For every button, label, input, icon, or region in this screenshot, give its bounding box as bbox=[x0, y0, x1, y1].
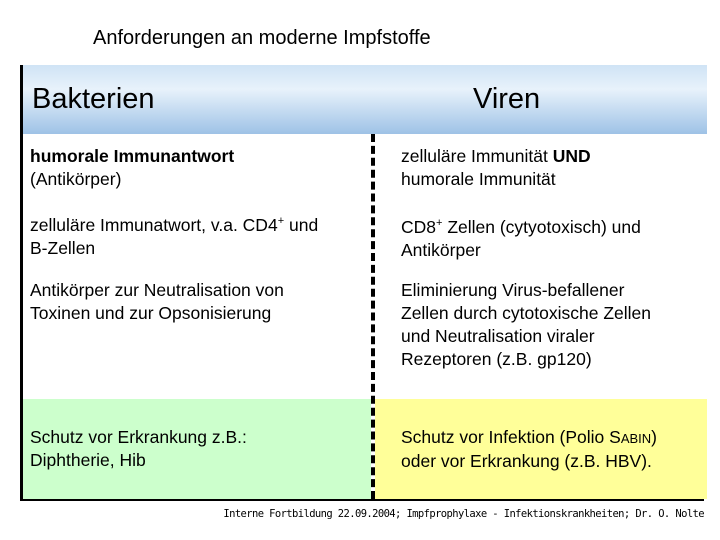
row2-right-line1 bbox=[401, 216, 701, 239]
footer-credit: Interne Fortbildung 22.09.2004; Impfprophylaxe - Infektionskrankheiten; Dr. O. Nolte bbox=[223, 508, 704, 520]
row2-right-sup: + bbox=[436, 217, 443, 230]
row2-right-post: Zellen (cytyotoxisch) und bbox=[442, 217, 641, 237]
row2-left-sup: + bbox=[277, 215, 285, 228]
row2-left-line1 bbox=[30, 214, 370, 237]
row1-left-line2: (Antikörper) bbox=[30, 169, 122, 189]
row3-right-line1: Eliminierung Virus-befallener bbox=[401, 280, 625, 300]
row3-left-line1: Antikörper zur Neutralisation von bbox=[30, 280, 284, 300]
row4-left-cell bbox=[30, 426, 370, 472]
row4-right-text: Schutz vor Infektion (Polio S bbox=[401, 427, 621, 447]
row1-left-cell bbox=[30, 145, 370, 191]
row1-right-cell bbox=[401, 145, 701, 191]
row2-left-cell bbox=[30, 214, 370, 260]
row3-left-cell bbox=[30, 279, 370, 325]
row2-left-text: zelluläre Immunatwort, v.a. CD4 bbox=[30, 215, 278, 235]
row2-right-text: CD8 bbox=[401, 217, 437, 237]
row3-right-line2: Zellen durch cytotoxische Zellen bbox=[401, 303, 651, 323]
row1-right-line2: humorale Immunität bbox=[401, 169, 556, 189]
header-viren: Viren bbox=[473, 83, 541, 115]
row1-right-bold: UND bbox=[552, 146, 591, 166]
row1-right-line1 bbox=[401, 145, 701, 168]
row4-left-line1: Schutz vor Erkrankung z.B.: bbox=[30, 427, 247, 447]
row3-right-line4: Rezeptoren (z.B. gp120) bbox=[401, 349, 592, 369]
row1-right-text: zelluläre Immunität bbox=[401, 146, 553, 166]
column-divider bbox=[371, 134, 375, 499]
row4-right-smallcaps: ABIN bbox=[620, 431, 652, 446]
row4-right-post: ) bbox=[651, 427, 657, 447]
row1-left-line1: humorale Immunantwort bbox=[30, 146, 235, 166]
comparison-table bbox=[20, 65, 704, 501]
header-bakterien: Bakterien bbox=[32, 83, 155, 115]
row2-right-line2: Antikörper bbox=[401, 240, 481, 260]
row2-left-post: und bbox=[284, 215, 319, 235]
row3-left-line2: Toxinen und zur Opsonisierung bbox=[30, 303, 272, 323]
row4-right-line2: oder vor Erkrankung (z.B. HBV). bbox=[401, 451, 652, 471]
table-header bbox=[23, 65, 707, 134]
row3-right-cell bbox=[401, 279, 701, 371]
row4-right-line1 bbox=[401, 426, 701, 450]
row4-left-line2: Diphtherie, Hib bbox=[30, 450, 146, 470]
slide-title: Anforderungen an moderne Impfstoffe bbox=[93, 27, 431, 49]
row2-right-cell bbox=[401, 216, 701, 262]
row3-right-line3: und Neutralisation viraler bbox=[401, 326, 595, 346]
row2-left-line2: B-Zellen bbox=[30, 238, 96, 258]
row4-right-cell bbox=[401, 426, 701, 473]
